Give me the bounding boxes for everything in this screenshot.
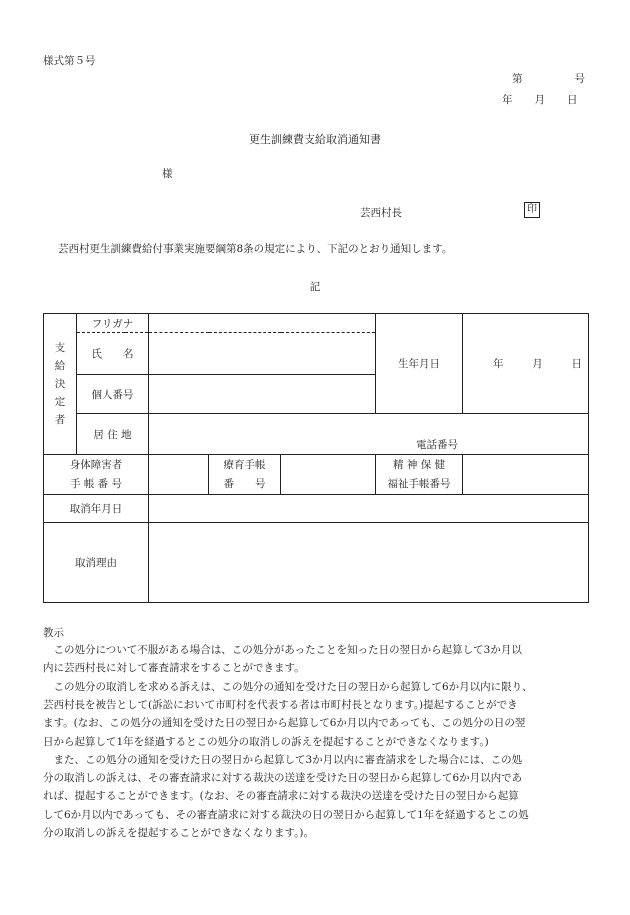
date-month: 月 [534,94,545,106]
number-dai: 第 [512,73,523,85]
birth-month-unit: 月 [532,358,543,370]
intro-text: 芸西村更生訓練費給付事業実施要綱第8条の規定により、下記のとおり通知します。 [58,243,453,255]
personal-number-label: 個人番号 [77,375,149,414]
furigana-value[interactable] [149,314,376,333]
disability-book-label: 身体障害者 手 帳 番 号 [44,455,149,495]
date-line [502,92,578,107]
section-recipient: 支 給 決 定 者 [44,314,77,455]
mental-book-value[interactable] [463,455,589,495]
document-number-line [512,71,585,86]
page-title: 更生訓練費支給取消通知書 [249,133,381,146]
disability-book-value[interactable] [149,455,209,495]
birth-date-value[interactable] [463,314,589,414]
seal-char: 印 [527,204,537,215]
cancel-reason-label: 取消理由 [44,523,149,603]
birth-date-label: 生年月日 [376,314,463,414]
name-value[interactable] [149,333,376,375]
date-day: 日 [567,94,578,106]
seal-mark [524,202,540,218]
form-number: 様式第５号 [43,55,96,67]
furigana-label: フリガナ [77,314,149,333]
mental-book-label: 精 神 保 健 福祉手帳番号 [376,455,463,495]
addressee-suffix: 様 [162,168,173,180]
kyoji-paragraph-3: また、この処分の通知を受けた日の翌日から起算して3か月以内に審査請求をした場合には、この処 分の取消しの訴えは、その審査請求に対する裁決の送達を受けた日の翌日から起算して6か月以内であ れば、提起することができます。(なお、その審査請求に対する裁決の送達を受けた日の翌日から起算 して6か月以内であっても、その審査請求に対する裁決の日の翌日から起算して1年を経過するとこの処 分の取消しの訴えを提起することができなくなります。)。 [43,754,529,839]
date-year: 年 [502,94,513,106]
cancel-date-label: 取消年月日 [44,495,149,523]
ryoiku-book-value[interactable] [281,455,376,495]
phone-label: 電話番号 [416,439,459,451]
address-value[interactable] [149,414,589,455]
personal-number-value[interactable] [149,375,376,414]
ki-heading: 記 [309,281,321,293]
ryoiku-book-label: 療育手帳 番 号 [209,455,281,495]
birth-year-unit: 年 [493,358,504,370]
address-label: 居 住 地 [77,414,149,455]
notice-table [43,313,589,603]
kyoji-paragraph-1: この処分について不服がある場合は、この処分があったことを知った日の翌日から起算して3か月以 内に芸西村長に対して審査請求をすることができます。 [43,644,522,675]
birth-day-unit: 日 [571,358,583,370]
cancel-date-value[interactable] [149,495,589,523]
kyoji-paragraph-2: この処分の取消しを求める訴えは、この処分の通知を受けた日の翌日から起算して6か月以内に限り、 芸西村長を被告として(訴訟において市町村を代表する者は市町村長となります。)提起することができ ます。(なお、この処分の通知を受けた日の翌日から起算して6か月以内であっても、この処分の日の翌 日から起算して1年を経過するとこの処分の取消しの訴えを提起することができなくなります。) [43,681,533,748]
cancel-reason-value[interactable] [149,523,589,603]
name-label: 氏 名 [77,333,149,375]
issuer-name: 芸西村長 [360,207,402,219]
number-go: 号 [574,73,585,85]
kyoji-heading: 教示 [43,627,64,639]
